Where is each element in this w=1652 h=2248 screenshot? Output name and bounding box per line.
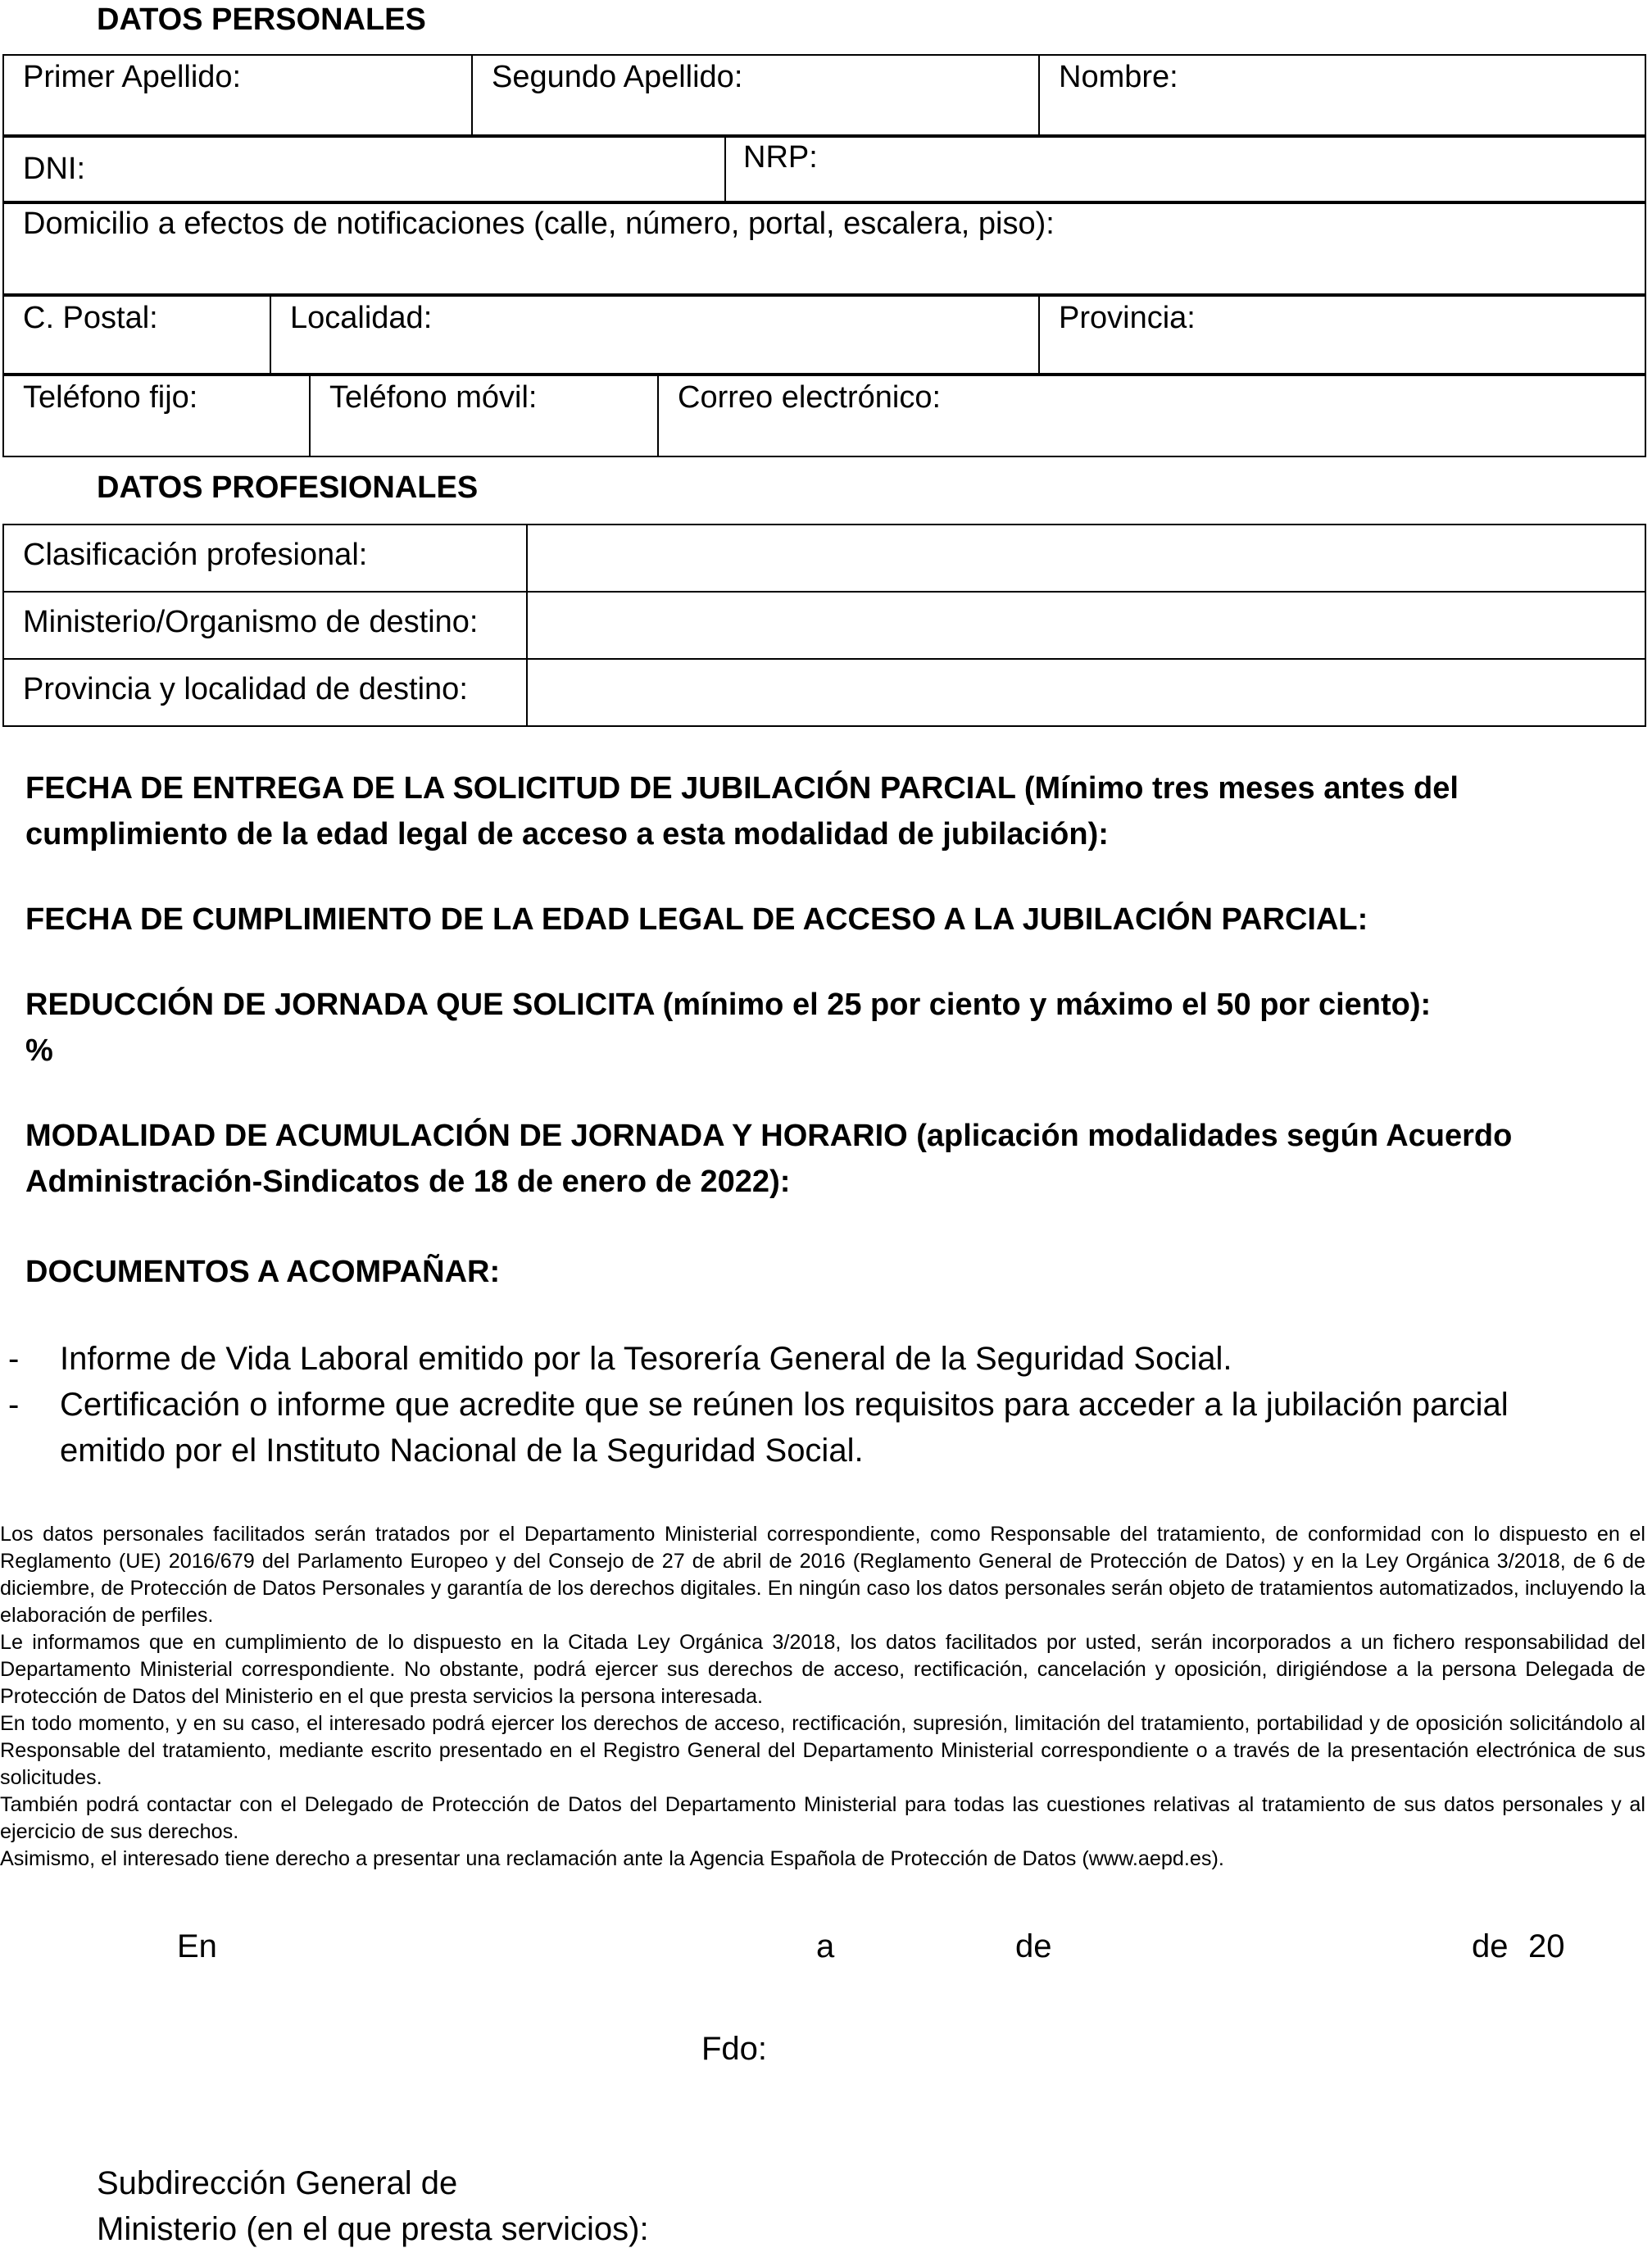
month-label: de	[1015, 1928, 1052, 1964]
clasificacion-input[interactable]	[527, 525, 1645, 592]
domicilio-field[interactable]	[3, 202, 1645, 296]
cpostal-field[interactable]	[3, 294, 270, 375]
dni-field[interactable]	[3, 135, 725, 203]
correo-label: Correo electrónico:	[678, 380, 942, 415]
telefono-movil-label: Teléfono móvil:	[329, 380, 538, 415]
ministerio-label-cell	[3, 592, 527, 659]
primer-apellido-field[interactable]	[3, 55, 472, 137]
ministerio-label: Ministerio/Organismo de destino:	[23, 605, 479, 639]
document-item	[0, 1382, 1606, 1474]
legal-paragraph: Asimismo, el interesado tiene derecho a presentar una reclamación ante la Agencia Española de Protección de Datos (www.aepd.es).	[0, 1847, 1224, 1870]
fecha-entrega-heading: FECHA DE ENTREGA DE LA SOLICITUD DE JUBILACIÓN PARCIAL (Mínimo tres meses antes del cumplimiento de la edad legal de acceso a esta modalidad de jubilación):	[25, 771, 1459, 852]
year-label: 20	[1528, 1928, 1565, 1964]
telefono-movil-field[interactable]	[310, 374, 658, 456]
personal-row-contact	[2, 373, 1646, 457]
domicilio-label: Domicilio a efectos de notificaciones (calle, número, portal, escalera, piso):	[23, 207, 1055, 241]
list-dash: -	[8, 1341, 20, 1377]
legal-paragraph: Le informamos que en cumplimiento de lo dispuesto en la Citada Ley Orgánica 3/2018, los datos facilitados por usted, serán incorporados a un fichero responsabilidad del Departamento Ministerial correspondiente. No obstante, podrá ejercer sus derechos de acceso, rectificación, cancelación y oposición, dirigiéndose a la persona Delegada de Protección de Datos del Ministerio en el que presta servicios la persona interesada.	[0, 1631, 1645, 1708]
signature-label: Fdo:	[701, 2031, 768, 2067]
provincia-label: Provincia:	[1059, 301, 1196, 335]
documents-list	[0, 1336, 1606, 1474]
clasificacion-label: Clasificación profesional:	[23, 538, 368, 572]
provincia-localidad-input[interactable]	[527, 659, 1645, 726]
reduccion-percent: %	[25, 1033, 53, 1068]
document-text: Certificación o informe que acredite que se reúnen los requisitos para acceder a la jubilación parcial emitido por el Instituto Nacional de la Seguridad Social.	[60, 1387, 1509, 1469]
place-label: En	[177, 1928, 217, 1964]
legal-paragraph: En todo momento, y en su caso, el interesado podrá ejercer los derechos de acceso, rectificación, supresión, limitación del tratamiento, portabilidad y de oposición solicitándolo al Responsable del tratamiento, mediante escrito presentado en el Registro General del Departamento Ministerial correspondiente o a través de la presentación electrónica de sus solicitudes.	[0, 1712, 1645, 1789]
personal-data-title: DATOS PERSONALES	[97, 2, 426, 37]
legal-paragraph: Los datos personales facilitados serán tratados por el Departamento Ministerial correspondiente, como Responsable del tratamiento, de conformidad con lo dispuesto en el Reglamento (UE) 2016/679 del Parlamento Europeo y del Consejo de 27 de abril de 2016 (Reglamento General de Protección de Datos) y en la Ley Orgánica 3/2018, de 6 de diciembre, de Protección de Datos Personales y garantía de los derechos digitales. En ningún caso los datos personales serán objeto de tratamientos automatizados, incluyendo la elaboración de perfiles.	[0, 1523, 1645, 1627]
nombre-field[interactable]	[1039, 55, 1645, 137]
correo-field[interactable]	[658, 374, 1645, 456]
personal-row-ids	[2, 134, 1646, 204]
legal-paragraph: También podrá contactar con el Delegado de Protección de Datos del Departamento Ministerial para todas las cuestiones relativas al tratamiento de sus datos personales y al ejercicio de sus derechos.	[0, 1793, 1645, 1843]
telefono-fijo-field[interactable]	[3, 374, 310, 456]
provincia-localidad-label-cell	[3, 659, 527, 726]
day-label: a	[816, 1928, 835, 1964]
segundo-apellido-field[interactable]	[472, 55, 1039, 137]
fecha-cumplimiento-heading: FECHA DE CUMPLIMIENTO DE LA EDAD LEGAL DE ACCESO A LA JUBILACIÓN PARCIAL:	[25, 902, 1368, 937]
professional-table	[2, 524, 1646, 727]
localidad-label: Localidad:	[290, 301, 433, 335]
nrp-label: NRP:	[743, 140, 818, 175]
professional-data-title: DATOS PROFESIONALES	[97, 470, 479, 505]
nombre-label: Nombre:	[1059, 60, 1178, 94]
provincia-localidad-label: Provincia y localidad de destino:	[23, 672, 468, 706]
provincia-field[interactable]	[1039, 294, 1645, 375]
list-dash: -	[8, 1387, 20, 1423]
primer-apellido-label: Primer Apellido:	[23, 60, 242, 94]
segundo-apellido-label: Segundo Apellido:	[492, 60, 743, 94]
nrp-field[interactable]	[725, 135, 1645, 203]
localidad-field[interactable]	[270, 294, 1039, 375]
telefono-fijo-label: Teléfono fijo:	[23, 380, 198, 415]
modalidad-heading: MODALIDAD DE ACUMULACIÓN DE JORNADA Y HORARIO (aplicación modalidades según Acuerdo Administración-Sindicatos de 18 de enero de 2022):	[25, 1119, 1513, 1199]
reduccion-heading: REDUCCIÓN DE JORNADA QUE SOLICITA (mínimo el 25 por ciento y máximo el 50 por ciento):	[25, 988, 1432, 1022]
legal-notice	[0, 1521, 1645, 1873]
ministerio-input[interactable]	[527, 592, 1645, 659]
document-item	[0, 1336, 1606, 1382]
clasificacion-label-cell	[3, 525, 527, 592]
personal-row-domicilio	[2, 201, 1646, 297]
footer-subdireccion: Subdirección General de	[97, 2165, 458, 2201]
personal-row-names	[2, 54, 1646, 138]
dni-label: DNI:	[23, 152, 85, 186]
documentos-heading: DOCUMENTOS A ACOMPAÑAR:	[25, 1255, 501, 1289]
personal-row-location	[2, 293, 1646, 376]
cpostal-label: C. Postal:	[23, 301, 158, 335]
year-prefix-label: de	[1472, 1928, 1509, 1964]
footer-ministerio: Ministerio (en el que presta servicios):	[97, 2211, 649, 2247]
document-text: Informe de Vida Laboral emitido por la Tesorería General de la Seguridad Social.	[60, 1341, 1232, 1377]
